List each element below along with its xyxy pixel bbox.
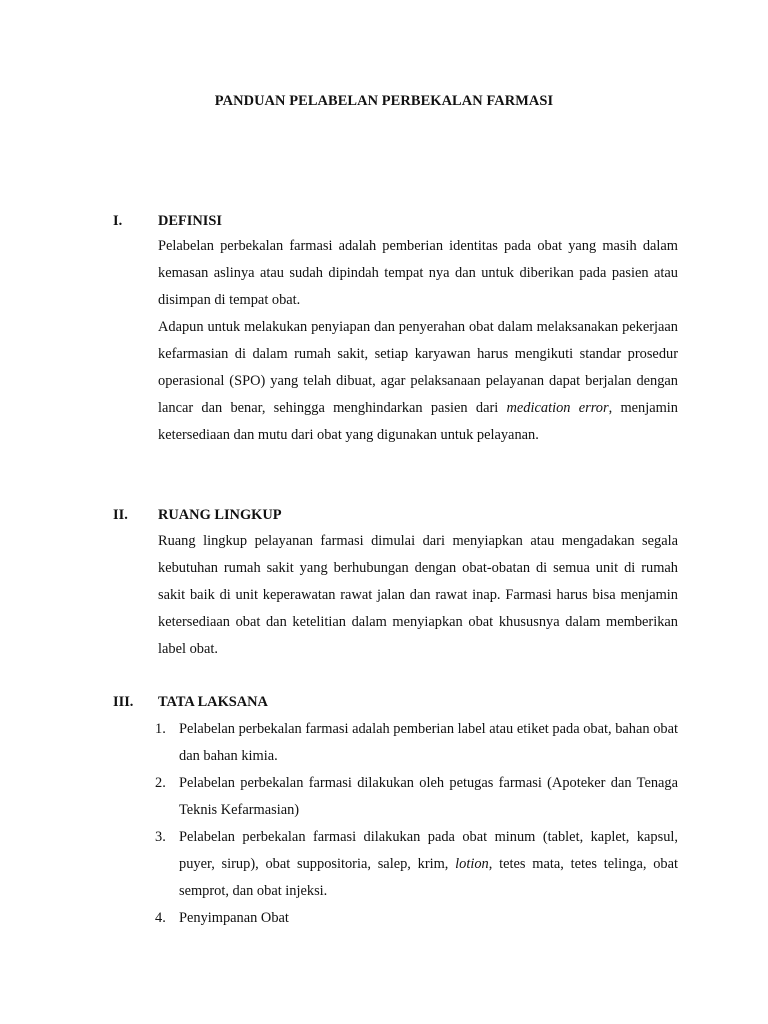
list-item: Pelabelan perbekalan farmasi dilakukan oleh petugas farmasi (Apoteker dan Tenaga Teknis Kefarmasian) (179, 775, 678, 818)
paragraph (158, 314, 678, 449)
paragraph-text: , menjamin ketersediaan dan mutu dari obat yang digunakan untuk pelayanan. (158, 400, 678, 443)
paragraph: Pelabelan perbekalan farmasi adalah pemberian identitas pada obat yang masih dalam kemasan aslinya atau sudah dipindah tempat nya dan untuk diberikan pada pasien atau disimpan di tempat obat. (158, 238, 678, 308)
section-number: II. (113, 507, 128, 523)
list-item-text: Pelabelan perbekalan farmasi dilakukan pada obat minum (tablet, kaplet, kapsul, puyer, sirup), obat suppositoria, salep, krim, (179, 829, 678, 872)
italic-term: lotion (455, 856, 489, 872)
list-item-text: , tetes mata, tetes telinga, obat semprot, dan obat injeksi. (179, 856, 678, 899)
section-number: III. (113, 694, 134, 710)
list-number: 2. (155, 775, 166, 791)
section-heading: TATA LAKSANA (158, 694, 268, 710)
list-number: 4. (155, 910, 166, 926)
list-item (179, 824, 678, 905)
list-item: Penyimpanan Obat (179, 910, 289, 926)
paragraph: Ruang lingkup pelayanan farmasi dimulai dari menyiapkan atau mengadakan segala kebutuhan rumah sakit yang berhubungan dengan obat-obatan di semua unit di rumah sakit baik di unit keperawatan rawat jalan dan rawat inap. Farmasi harus bisa menjamin ketersediaan obat dan ketelitian dalam menyiapkan obat khususnya dalam memberikan label obat. (158, 533, 678, 657)
paragraph-text: Adapun untuk melakukan penyiapan dan penyerahan obat dalam melaksanakan pekerjaan kefarmasian di dalam rumah sakit, setiap karyawan harus mengikuti standar prosedur operasional (SPO) yang telah dibuat, agar pelaksanaan pelayanan dapat berjalan dengan lancar dan benar, sehingga menghindarkan pasien dari (158, 319, 678, 416)
document-title: PANDUAN PELABELAN PERBEKALAN FARMASI (214, 93, 554, 109)
section-heading: RUANG LINGKUP (158, 507, 282, 523)
list-number: 1. (155, 721, 166, 737)
list-number: 3. (155, 829, 166, 845)
list-item: Pelabelan perbekalan farmasi adalah pemberian label atau etiket pada obat, bahan obat dan bahan kimia. (179, 721, 678, 764)
section-number: I. (113, 213, 123, 229)
italic-term: medication error (506, 400, 609, 416)
section-heading: DEFINISI (158, 213, 222, 229)
